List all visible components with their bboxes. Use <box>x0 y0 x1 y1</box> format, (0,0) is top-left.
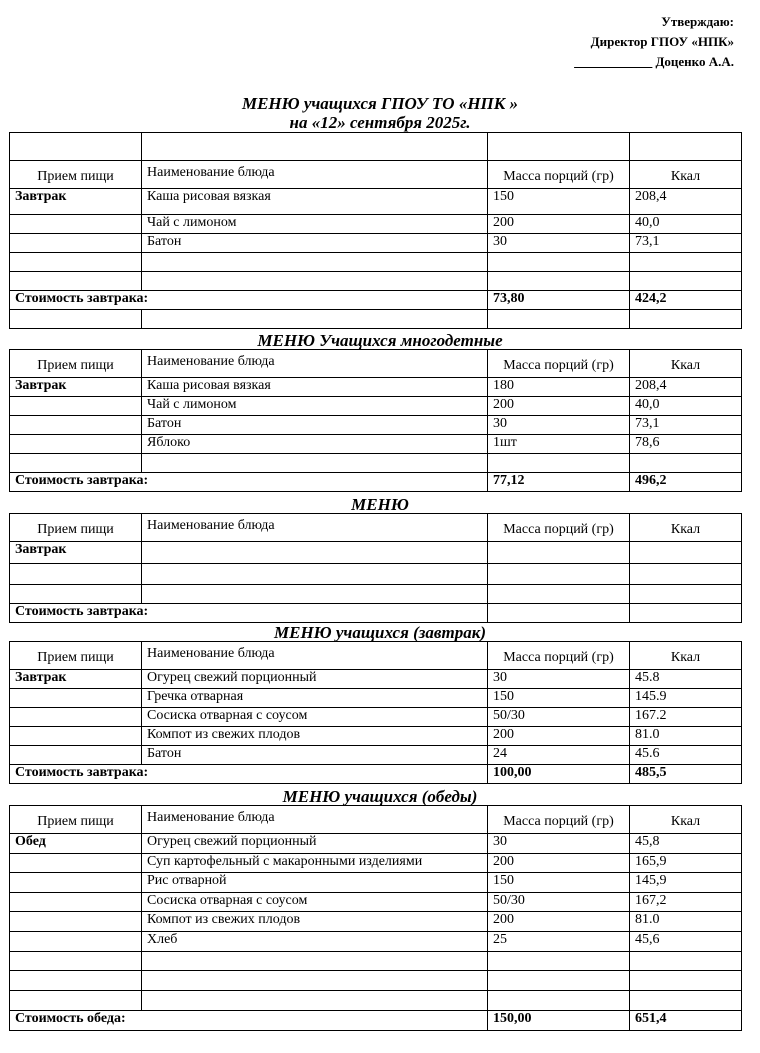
empty-row <box>10 454 742 473</box>
section-title: МЕНЮ <box>351 495 409 514</box>
empty-cell <box>488 585 630 604</box>
header-dish: Наименование блюда <box>142 161 488 189</box>
empty-cell <box>630 272 742 291</box>
total-label: Стоимость завтрака: <box>10 765 488 784</box>
header-dish: Наименование блюда <box>142 350 488 378</box>
dish-kcal: 208,4 <box>630 378 742 397</box>
dish-row <box>10 416 742 435</box>
dish-name: Компот из свежих плодов <box>142 727 488 746</box>
dish-kcal: 145.9 <box>630 689 742 708</box>
empty-cell <box>10 454 142 473</box>
dish-kcal: 167.2 <box>630 708 742 727</box>
total-kcal: 496,2 <box>630 473 742 492</box>
meal-type-empty <box>10 689 142 708</box>
dish-row <box>10 727 742 746</box>
total-kcal: 485,5 <box>630 765 742 784</box>
dish-row <box>10 854 742 873</box>
dish-kcal: 73,1 <box>630 416 742 435</box>
empty-row <box>10 564 742 585</box>
dish-name: Батон <box>142 746 488 765</box>
dish-mass: 50/30 <box>488 708 630 727</box>
header-dish: Наименование блюда <box>142 514 488 542</box>
meal-type-empty <box>10 416 142 435</box>
dish-name: Суп картофельный с макаронными изделиями <box>142 854 488 873</box>
dish-row <box>10 893 742 912</box>
dish-name: Батон <box>142 416 488 435</box>
dish-mass: 50/30 <box>488 893 630 912</box>
header-dish: Наименование блюда <box>142 806 488 834</box>
approval-block <box>574 12 734 72</box>
total-label: Стоимость завтрака: <box>10 473 488 492</box>
meal-type: Завтрак <box>10 189 142 215</box>
total-kcal: 424,2 <box>630 291 742 310</box>
meal-type-empty <box>10 893 142 912</box>
empty-row <box>10 253 742 272</box>
dish-mass: 180 <box>488 378 630 397</box>
dish-kcal: 81.0 <box>630 912 742 932</box>
empty-row <box>10 133 742 161</box>
meal-type-empty <box>10 912 142 932</box>
total-cost: 73,80 <box>488 291 630 310</box>
header-meal: Прием пищи <box>10 161 142 189</box>
total-cost: 77,12 <box>488 473 630 492</box>
empty-cell <box>630 952 742 971</box>
dish-name: Огурец свежий порционный <box>142 834 488 854</box>
meal-type: Завтрак <box>10 670 142 689</box>
empty-row <box>10 952 742 971</box>
meal-type: Завтрак <box>10 378 142 397</box>
empty-cell <box>10 952 142 971</box>
empty-row <box>10 991 742 1011</box>
meal-type-empty <box>10 215 142 234</box>
empty-cell <box>630 310 742 329</box>
dish-row <box>10 912 742 932</box>
empty-cell <box>10 971 142 991</box>
section-title: на «12» сентября 2025г. <box>289 113 471 132</box>
dish-name: Хлеб <box>142 932 488 952</box>
dish-name: Чай с лимоном <box>142 215 488 234</box>
dish-mass: 200 <box>488 215 630 234</box>
dish-mass: 30 <box>488 234 630 253</box>
header-row <box>10 350 742 378</box>
empty-cell <box>630 971 742 991</box>
header-meal: Прием пищи <box>10 350 142 378</box>
total-cost: 150,00 <box>488 1011 630 1031</box>
empty-cell <box>630 991 742 1011</box>
dish-row <box>10 435 742 454</box>
empty-row <box>10 585 742 604</box>
empty-cell <box>488 952 630 971</box>
dish-mass: 24 <box>488 746 630 765</box>
total-cost: 100,00 <box>488 765 630 784</box>
dish-kcal: 78,6 <box>630 435 742 454</box>
header-mass: Масса порций (гр) <box>488 514 630 542</box>
meal-type-empty <box>10 708 142 727</box>
dish-mass: 200 <box>488 397 630 416</box>
approval-line-1: Утверждаю: <box>661 14 734 29</box>
header-row <box>10 806 742 834</box>
dish-mass: 30 <box>488 834 630 854</box>
empty-cell <box>142 564 488 585</box>
dish-name: Сосиска отварная с соусом <box>142 708 488 727</box>
dish-row <box>10 234 742 253</box>
empty-cell <box>10 272 142 291</box>
total-label: Стоимость завтрака: <box>10 604 488 623</box>
header-row <box>10 642 742 670</box>
header-row <box>10 161 742 189</box>
header-kcal: Ккал <box>630 350 742 378</box>
dish-mass: 200 <box>488 854 630 873</box>
dish-row <box>10 542 742 564</box>
total-label: Стоимость завтрака: <box>10 291 488 310</box>
dish-row <box>10 834 742 854</box>
header-mass: Масса порций (гр) <box>488 350 630 378</box>
empty-cell <box>488 133 630 161</box>
dish-kcal: 45.6 <box>630 746 742 765</box>
dish-name: Чай с лимоном <box>142 397 488 416</box>
dish-name: Гречка отварная <box>142 689 488 708</box>
dish-kcal: 40,0 <box>630 397 742 416</box>
header-kcal: Ккал <box>630 161 742 189</box>
dish-mass: 150 <box>488 689 630 708</box>
empty-cell <box>142 991 488 1011</box>
dish-row <box>10 746 742 765</box>
meal-type-empty <box>10 435 142 454</box>
section-title: МЕНЮ Учащихся многодетные <box>257 331 503 350</box>
dish-kcal: 45,8 <box>630 834 742 854</box>
empty-cell <box>10 253 142 272</box>
menu-table <box>9 349 742 492</box>
header-meal: Прием пищи <box>10 806 142 834</box>
dish-kcal <box>630 542 742 564</box>
empty-cell <box>10 310 142 329</box>
empty-cell <box>142 272 488 291</box>
menu-table <box>9 132 742 329</box>
meal-type-empty <box>10 854 142 873</box>
dish-row <box>10 873 742 893</box>
header-mass: Масса порций (гр) <box>488 806 630 834</box>
signature-blank: ____________ <box>574 54 653 69</box>
empty-cell <box>488 310 630 329</box>
empty-cell <box>142 454 488 473</box>
meal-type-empty <box>10 873 142 893</box>
dish-kcal: 81.0 <box>630 727 742 746</box>
dish-name: Батон <box>142 234 488 253</box>
header-meal: Прием пищи <box>10 642 142 670</box>
total-label: Стоимость обеда: <box>10 1011 488 1031</box>
header-kcal: Ккал <box>630 806 742 834</box>
dish-row <box>10 689 742 708</box>
total-kcal <box>630 604 742 623</box>
total-row <box>10 765 742 784</box>
section-title: МЕНЮ учащихся ГПОУ ТО «НПК » <box>241 94 519 113</box>
empty-cell <box>488 564 630 585</box>
header-mass: Масса порций (гр) <box>488 642 630 670</box>
dish-kcal: 165,9 <box>630 854 742 873</box>
dish-kcal: 40,0 <box>630 215 742 234</box>
empty-cell <box>10 133 142 161</box>
dish-row <box>10 397 742 416</box>
director-name: Доценко А.А. <box>652 54 734 69</box>
meal-type-empty <box>10 234 142 253</box>
section-title: МЕНЮ учащихся (завтрак) <box>274 623 486 642</box>
empty-cell <box>142 952 488 971</box>
dish-row <box>10 189 742 215</box>
empty-cell <box>142 310 488 329</box>
dish-kcal: 73,1 <box>630 234 742 253</box>
dish-name: Каша рисовая вязкая <box>142 378 488 397</box>
total-row <box>10 1011 742 1031</box>
empty-cell <box>630 133 742 161</box>
total-kcal: 651,4 <box>630 1011 742 1031</box>
dish-name: Компот из свежих плодов <box>142 912 488 932</box>
meal-type: Завтрак <box>10 542 142 564</box>
dish-mass <box>488 542 630 564</box>
meal-type-empty <box>10 727 142 746</box>
dish-mass: 1шт <box>488 435 630 454</box>
dish-name: Сосиска отварная с соусом <box>142 893 488 912</box>
total-cost <box>488 604 630 623</box>
empty-cell <box>630 454 742 473</box>
dish-kcal: 145,9 <box>630 873 742 893</box>
meal-type-empty <box>10 397 142 416</box>
dish-kcal: 167,2 <box>630 893 742 912</box>
empty-cell <box>488 971 630 991</box>
dish-mass: 30 <box>488 416 630 435</box>
total-row <box>10 604 742 623</box>
dish-name: Каша рисовая вязкая <box>142 189 488 215</box>
dish-kcal: 208,4 <box>630 189 742 215</box>
dish-mass: 150 <box>488 873 630 893</box>
empty-cell <box>10 991 142 1011</box>
meal-type-empty <box>10 746 142 765</box>
empty-cell <box>488 272 630 291</box>
dish-row <box>10 378 742 397</box>
empty-cell <box>142 971 488 991</box>
dish-row <box>10 932 742 952</box>
empty-cell <box>142 585 488 604</box>
dish-mass: 150 <box>488 189 630 215</box>
empty-cell <box>142 133 488 161</box>
empty-row <box>10 971 742 991</box>
empty-cell <box>630 253 742 272</box>
dish-name <box>142 542 488 564</box>
dish-mass: 25 <box>488 932 630 952</box>
empty-row <box>10 272 742 291</box>
dish-name: Огурец свежий порционный <box>142 670 488 689</box>
header-mass: Масса порций (гр) <box>488 161 630 189</box>
header-kcal: Ккал <box>630 514 742 542</box>
dish-mass: 30 <box>488 670 630 689</box>
menu-table <box>9 805 742 1031</box>
meal-type-empty <box>10 932 142 952</box>
empty-cell <box>10 564 142 585</box>
header-meal: Прием пищи <box>10 514 142 542</box>
dish-mass: 200 <box>488 912 630 932</box>
header-row <box>10 514 742 542</box>
empty-cell <box>488 454 630 473</box>
dish-name: Рис отварной <box>142 873 488 893</box>
empty-row <box>10 310 742 329</box>
section-title: МЕНЮ учащихся (обеды) <box>282 787 478 806</box>
total-row <box>10 291 742 310</box>
empty-cell <box>10 585 142 604</box>
menu-table <box>9 513 742 623</box>
dish-row <box>10 215 742 234</box>
total-row <box>10 473 742 492</box>
header-kcal: Ккал <box>630 642 742 670</box>
menu-table <box>9 641 742 784</box>
empty-cell <box>142 253 488 272</box>
empty-cell <box>630 585 742 604</box>
dish-kcal: 45,6 <box>630 932 742 952</box>
dish-mass: 200 <box>488 727 630 746</box>
dish-kcal: 45.8 <box>630 670 742 689</box>
dish-row <box>10 708 742 727</box>
approval-line-3 <box>574 52 734 72</box>
empty-cell <box>488 991 630 1011</box>
approval-line-2: Директор ГПОУ «НПК» <box>590 34 734 49</box>
empty-cell <box>488 253 630 272</box>
header-dish: Наименование блюда <box>142 642 488 670</box>
dish-name: Яблоко <box>142 435 488 454</box>
empty-cell <box>630 564 742 585</box>
dish-row <box>10 670 742 689</box>
meal-type: Обед <box>10 834 142 854</box>
